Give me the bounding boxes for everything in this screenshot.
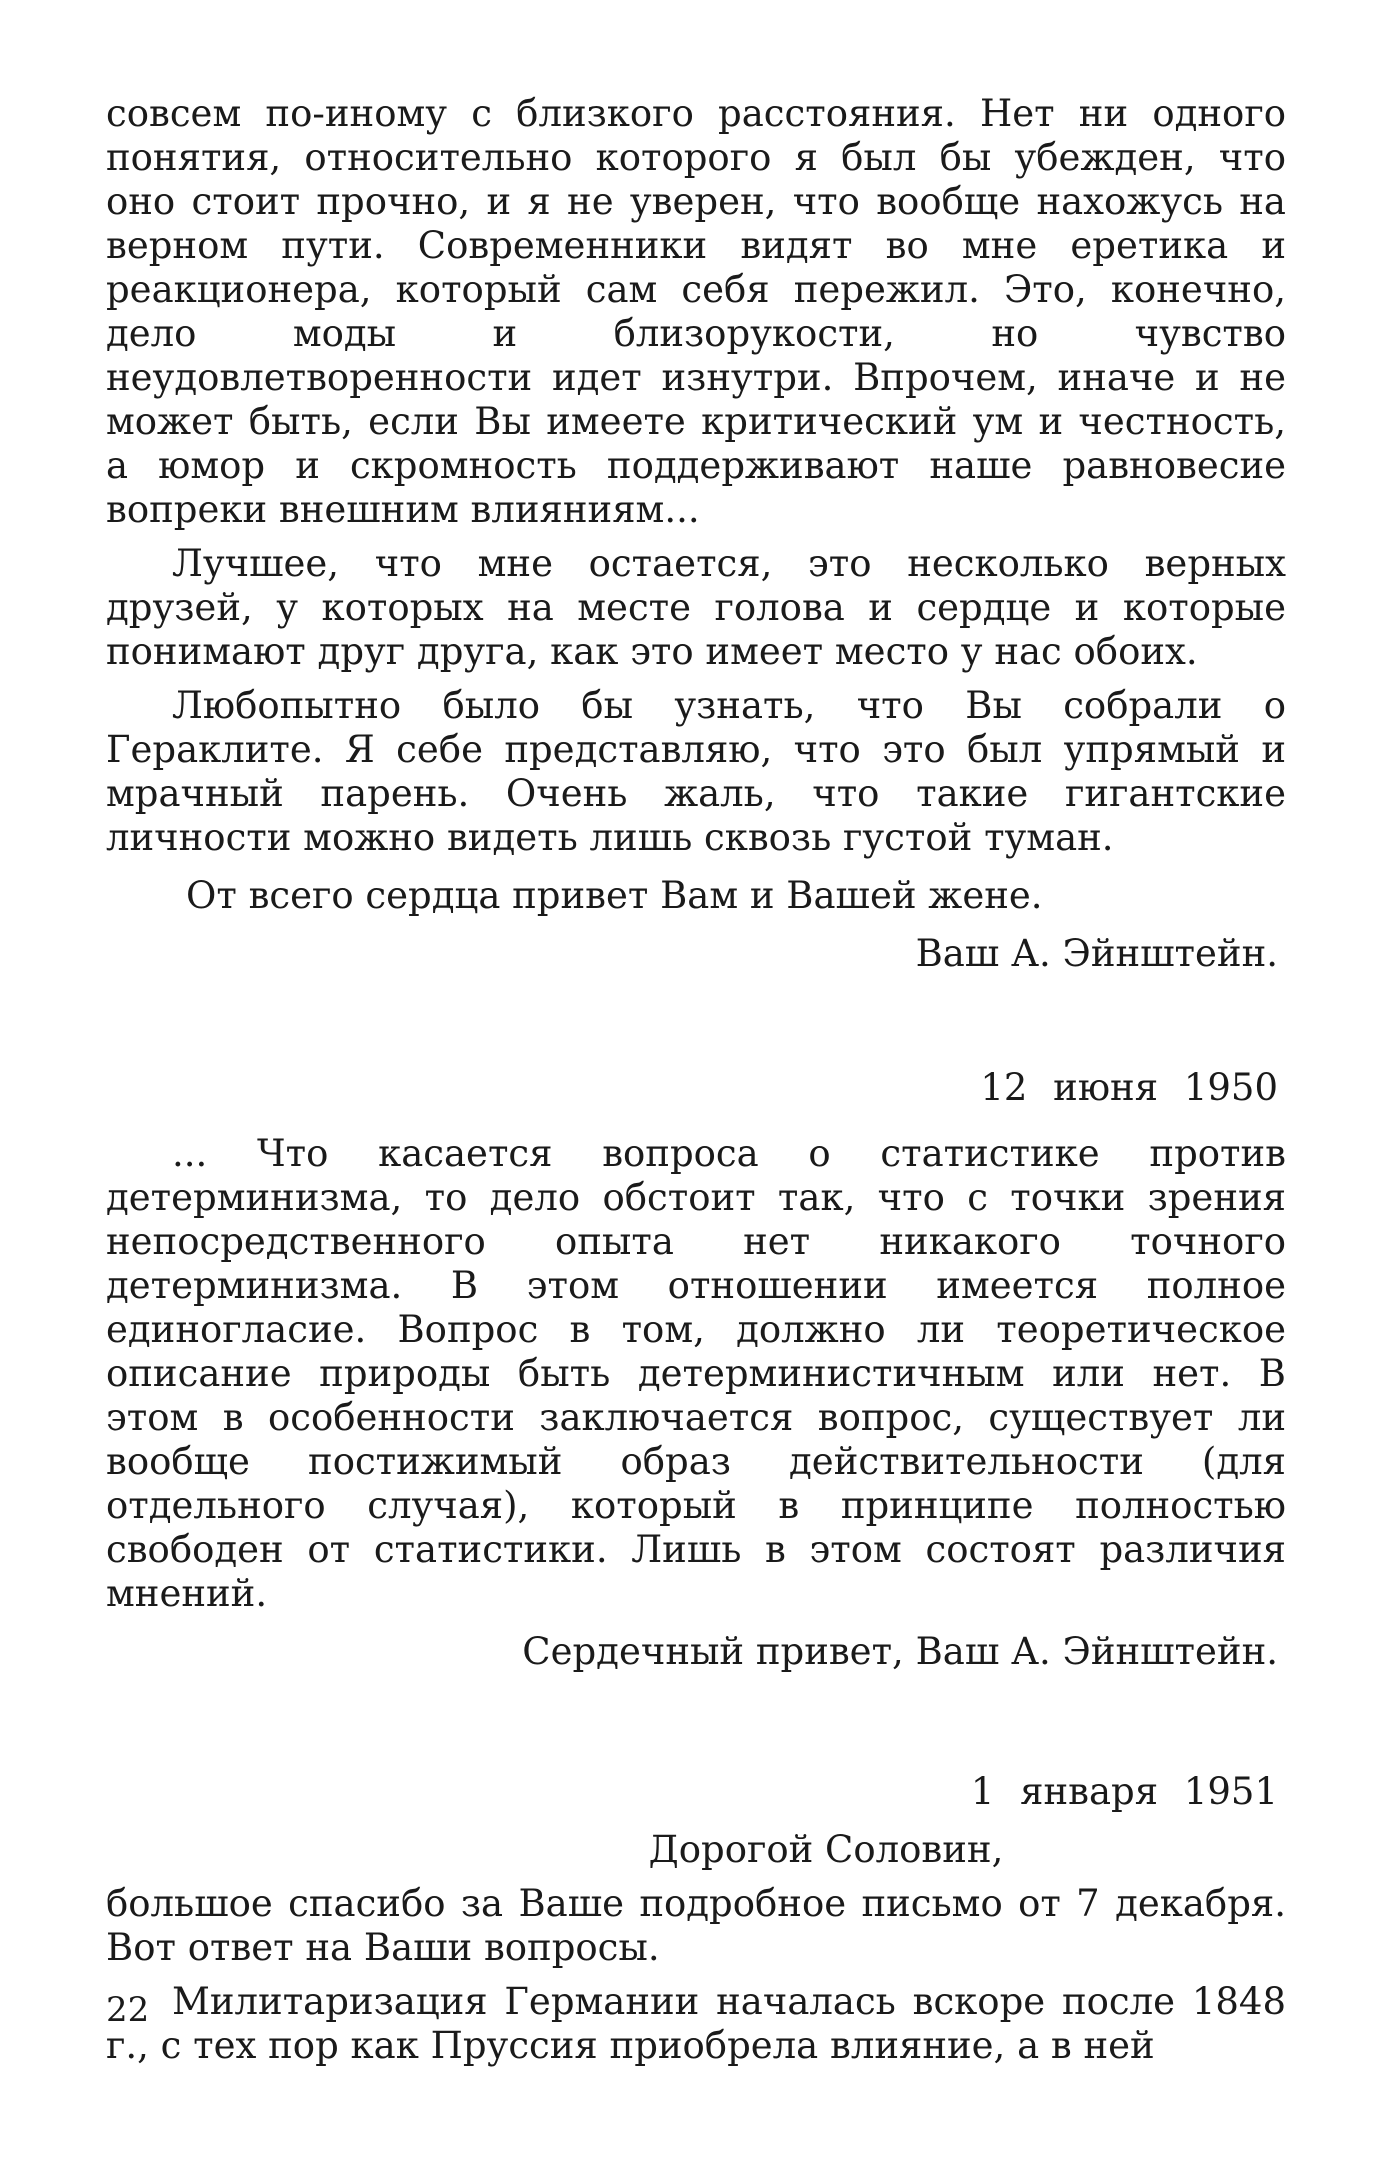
letter-2-date: 12 июня 1950 <box>980 1066 1278 1109</box>
letter-1-signature: Ваш А. Эйнштейн. <box>915 932 1278 975</box>
letter-1-closing: От всего сердца привет Вам и Вашей жене. <box>186 874 1043 917</box>
letter-1-paragraph-3: Любопытно было бы узнать, что Вы собрали о Гераклите. Я себе представляю, что это был упрямый и мрачный парень. Очень жаль, что такие гигантские личности можно видеть лишь сквозь густой туман. <box>106 684 1286 859</box>
letter-3-salutation: Дорогой Соловин, <box>648 1828 1004 1871</box>
letter-2-signature: Сердечный привет, Ваш А. Эйнштейн. <box>522 1630 1278 1673</box>
letter-1-paragraph-1: совсем по-иному с близкого расстояния. Нет ни одного понятия, относительно которого я был бы убежден, что оно стоит прочно, и я не уверен, что вообще нахожусь на верном пути. Современники видят во мне еретика и реакционера, который сам себя пережил. Это, конечно, дело моды и близорукости, но чувство неудовлетворенности идет изнутри. Впрочем, иначе и не может быть, если Вы имеете критический ум и честность, а юмор и скромность поддерживают наше равновесие вопреки внешним влияниям... <box>106 92 1286 531</box>
letter-3-paragraph-2: Милитаризация Германии началась вскоре после 1848 г., с тех пор как Пруссия приобрела влияние, а в ней <box>106 1980 1286 2067</box>
page-body <box>106 92 1286 2068</box>
letter-1-paragraph-2: Лучшее, что мне остается, это несколько верных друзей, у которых на месте голова и сердце и которые понимают друг друга, как это имеет место у нас обоих. <box>106 542 1286 673</box>
letter-3-date: 1 января 1951 <box>970 1770 1278 1813</box>
letter-3-paragraph-1: большое спасибо за Ваше подробное письмо от 7 декабря. Вот ответ на Ваши вопросы. <box>106 1882 1286 1969</box>
letter-2-paragraph-1: ... Что касается вопроса о статистике против детерминизма, то дело обстоит так, что с точки зрения непосредственного опыта нет никакого точного детерминизма. В этом отношении имеется полное единогласие. Вопрос в том, должно ли теоретическое описание природы быть детерминистичным или нет. В этом в особенности заключается вопрос, существует ли вообще постижимый образ действительности (для отдельного случая), который в принципе полностью свободен от статистики. Лишь в этом состоят различия мнений. <box>106 1132 1286 1615</box>
page-number: 22 <box>106 1990 150 2030</box>
